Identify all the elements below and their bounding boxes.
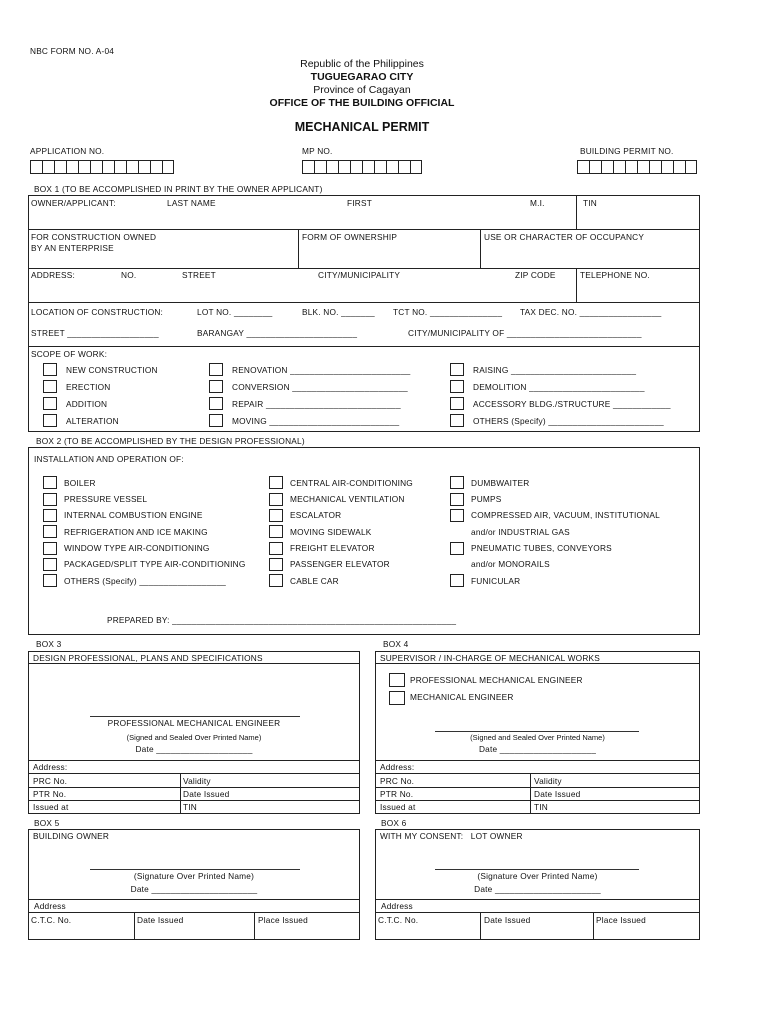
first-name-label: FIRST — [347, 198, 372, 208]
central-aircon-checkbox[interactable] — [269, 476, 283, 489]
building-permit-no-label: BUILDING PERMIT NO. — [580, 146, 674, 156]
tct-no-field[interactable]: TCT NO. _______________ — [393, 307, 503, 317]
box4-date-field[interactable]: Date ____________________ — [478, 744, 597, 754]
middle-initial-label: M.I. — [530, 198, 545, 208]
box6-address-label: Address — [381, 901, 413, 911]
pneumatic-tubes-checkbox[interactable] — [450, 542, 464, 555]
alteration-checkbox[interactable] — [43, 414, 57, 427]
box6-label: BOX 6 — [381, 818, 407, 828]
enterprise-label-2: BY AN ENTERPRISE — [31, 243, 114, 253]
box4-validity-label: Validity — [534, 776, 562, 786]
equipment-label-continued: and/or INDUSTRIAL GAS — [471, 527, 570, 537]
equipment-label: WINDOW TYPE AIR-CONDITIONING — [64, 543, 210, 553]
split-aircon-checkbox[interactable] — [43, 558, 57, 571]
city-of-field[interactable]: CITY/MUNICIPALITY OF ____________________________ — [408, 328, 642, 338]
box4-issued-at-label: Issued at — [380, 802, 416, 812]
moving-sidewalk-checkbox[interactable] — [269, 525, 283, 538]
box4-label: BOX 4 — [383, 639, 409, 649]
renovation-checkbox[interactable] — [209, 363, 223, 376]
box4-tin-label: TIN — [534, 802, 548, 812]
box5-date-issued-label: Date Issued — [137, 915, 184, 925]
conversion-checkbox[interactable] — [209, 380, 223, 393]
telephone-label: TELEPHONE NO. — [580, 270, 650, 280]
accessory-building-checkbox[interactable] — [450, 397, 464, 410]
box4-heading: SUPERVISOR / IN-CHARGE OF MECHANICAL WORKS — [380, 653, 600, 663]
republic-line: Republic of the Philippines — [300, 58, 424, 70]
tin-label: TIN — [583, 198, 597, 208]
prepared-by-field[interactable]: PREPARED BY: ___________________________________________________________ — [107, 615, 457, 625]
addition-checkbox[interactable] — [43, 397, 57, 410]
box3-validity-label: Validity — [183, 776, 211, 786]
equipment-label: PACKAGED/SPLIT TYPE AIR-CONDITIONING — [64, 559, 246, 569]
funicular-checkbox[interactable] — [450, 574, 464, 587]
demolition-checkbox[interactable] — [450, 380, 464, 393]
office-line: OFFICE OF THE BUILDING OFFICIAL — [269, 97, 455, 109]
freight-elevator-checkbox[interactable] — [269, 542, 283, 555]
scope-item-label: OTHERS (Specify) ________________________ — [473, 416, 664, 426]
scope-item-label: ALTERATION — [66, 416, 119, 426]
dumbwaiter-checkbox[interactable] — [450, 476, 464, 489]
scope-of-work-label: SCOPE OF WORK: — [31, 349, 108, 359]
box5-ctc-label: C.T.C. No. — [31, 915, 72, 925]
me-checkbox[interactable] — [389, 691, 405, 705]
box4-address-label: Address: — [380, 762, 415, 772]
box5-signature-line[interactable] — [90, 869, 300, 870]
equipment-label: MECHANICAL VENTILATION — [290, 494, 405, 504]
compressed-air-checkbox[interactable] — [450, 509, 464, 522]
enterprise-label-1: FOR CONSTRUCTION OWNED — [31, 232, 157, 242]
blk-no-field[interactable]: BLK. NO. _______ — [302, 307, 375, 317]
application-no-field[interactable] — [30, 160, 174, 174]
box3-label: BOX 3 — [36, 639, 62, 649]
equipment-label: COMPRESSED AIR, VACUUM, INSTITUTIONAL — [471, 510, 660, 520]
window-aircon-checkbox[interactable] — [43, 542, 57, 555]
equipment-label: OTHERS (Specify) __________________ — [64, 576, 226, 586]
boiler-checkbox[interactable] — [43, 476, 57, 489]
building-permit-no-field[interactable] — [577, 160, 697, 174]
mechanical-ventilation-checkbox[interactable] — [269, 493, 283, 506]
mp-no-label: MP NO. — [302, 146, 333, 156]
escalator-checkbox[interactable] — [269, 509, 283, 522]
location-label: LOCATION OF CONSTRUCTION: — [31, 307, 164, 317]
others-scope-checkbox[interactable] — [450, 414, 464, 427]
box5-heading: BUILDING OWNER — [33, 831, 110, 841]
erection-checkbox[interactable] — [43, 380, 57, 393]
others-equipment-checkbox[interactable] — [43, 574, 57, 587]
scope-item-label: MOVING ___________________________ — [232, 416, 400, 426]
box5-label: BOX 5 — [34, 818, 60, 828]
box6-signature-line[interactable] — [435, 869, 639, 870]
equipment-label: REFRIGERATION AND ICE MAKING — [64, 527, 208, 537]
box5-place-issued-label: Place Issued — [258, 915, 308, 925]
pressure-vessel-checkbox[interactable] — [43, 493, 57, 506]
box5-date-field[interactable]: Date ______________________ — [130, 884, 258, 894]
address-no-label: NO. — [121, 270, 137, 280]
equipment-label: PASSENGER ELEVATOR — [290, 559, 390, 569]
scope-item-label: NEW CONSTRUCTION — [66, 365, 158, 375]
box5-address-label: Address — [34, 901, 66, 911]
new-construction-checkbox[interactable] — [43, 363, 57, 376]
form-of-ownership-label: FORM OF OWNERSHIP — [302, 232, 398, 242]
city-line: TUGUEGARAO CITY — [310, 71, 414, 83]
box4-prc-label: PRC No. — [380, 776, 415, 786]
equipment-label: CENTRAL AIR-CONDITIONING — [290, 478, 413, 488]
lot-no-field[interactable]: LOT NO. ________ — [197, 307, 273, 317]
page-title: MECHANICAL PERMIT — [294, 120, 430, 134]
box2 — [28, 447, 700, 635]
equipment-label: CABLE CAR — [290, 576, 339, 586]
raising-checkbox[interactable] — [450, 363, 464, 376]
scope-item-label: DEMOLITION ________________________ — [473, 382, 645, 392]
cable-car-checkbox[interactable] — [269, 574, 283, 587]
equipment-label: BOILER — [64, 478, 96, 488]
equipment-label: FUNICULAR — [471, 576, 521, 586]
equipment-label: PRESSURE VESSEL — [64, 494, 148, 504]
box6-date-field[interactable]: Date ______________________ — [474, 884, 601, 894]
box5-signature-label: (Signature Over Printed Name) — [133, 871, 255, 881]
box3-prc-label: PRC No. — [33, 776, 68, 786]
box3-ptr-label: PTR No. — [33, 789, 67, 799]
box3-date-issued-label: Date Issued — [183, 789, 230, 799]
box3-tin-label: TIN — [183, 802, 197, 812]
box4-ptr-label: PTR No. — [380, 789, 414, 799]
mp-no-field[interactable] — [302, 160, 422, 174]
use-of-occupancy-label: USE OR CHARACTER OF OCCUPANCY — [484, 232, 645, 242]
equipment-label: DUMBWAITER — [471, 478, 530, 488]
scope-item-label: RAISING __________________________ — [473, 365, 637, 375]
box3-issued-at-label: Issued at — [33, 802, 69, 812]
equipment-label: FREIGHT ELEVATOR — [290, 543, 375, 553]
internal-combustion-checkbox[interactable] — [43, 509, 57, 522]
box4-option-label: PROFESSIONAL MECHANICAL ENGINEER — [410, 675, 583, 685]
box6-date-issued-label: Date Issued — [484, 915, 531, 925]
box4-signed-label: (Signed and Sealed Over Printed Name) — [470, 733, 605, 742]
province-line: Province of Cagayan — [313, 84, 411, 96]
form-number: NBC FORM NO. A-04 — [30, 46, 115, 56]
box3-heading: DESIGN PROFESSIONAL, PLANS AND SPECIFICATIONS — [33, 653, 263, 663]
box3-address-label: Address: — [33, 762, 68, 772]
street-field[interactable]: STREET ___________________ — [31, 328, 159, 338]
scope-item-label: REPAIR ____________________________ — [232, 399, 401, 409]
pumps-checkbox[interactable] — [450, 493, 464, 506]
box1-heading: BOX 1 (TO BE ACCOMPLISHED IN PRINT BY THE OWNER APPLICANT) — [34, 184, 323, 194]
equipment-label: INTERNAL COMBUSTION ENGINE — [64, 510, 203, 520]
box4-date-issued-label: Date Issued — [534, 789, 581, 799]
box3-date-field[interactable]: Date ____________________ — [135, 744, 253, 754]
installation-label: INSTALLATION AND OPERATION OF: — [34, 454, 184, 464]
box6-ctc-label: C.T.C. No. — [378, 915, 419, 925]
equipment-label: PUMPS — [471, 494, 502, 504]
box4-option-label: MECHANICAL ENGINEER — [410, 692, 514, 702]
box3-signature-line[interactable] — [90, 716, 300, 717]
scope-item-label: ERECTION — [66, 382, 111, 392]
address-label: ADDRESS: — [31, 270, 76, 280]
pme-checkbox[interactable] — [389, 673, 405, 687]
barangay-field[interactable]: BARANGAY _______________________ — [197, 328, 358, 338]
scope-item-label: ADDITION — [66, 399, 108, 409]
equipment-label-continued: and/or MONORAILS — [471, 559, 550, 569]
equipment-label: ESCALATOR — [290, 510, 342, 520]
zip-code-label: ZIP CODE — [515, 270, 556, 280]
scope-item-label: CONVERSION ________________________ — [232, 382, 408, 392]
box6-place-issued-label: Place Issued — [596, 915, 646, 925]
address-city-label: CITY/MUNICIPALITY — [318, 270, 401, 280]
equipment-label: MOVING SIDEWALK — [290, 527, 372, 537]
box3-signed-label: (Signed and Sealed Over Printed Name) — [126, 733, 262, 742]
scope-item-label: RENOVATION _________________________ — [232, 365, 411, 375]
box4-signature-line[interactable] — [435, 731, 639, 732]
refrigeration-checkbox[interactable] — [43, 525, 57, 538]
last-name-label: LAST NAME — [167, 198, 216, 208]
scope-item-label: ACCESSORY BLDG./STRUCTURE ____________ — [473, 399, 671, 409]
box6-signature-label: (Signature Over Printed Name) — [477, 871, 598, 881]
passenger-elevator-checkbox[interactable] — [269, 558, 283, 571]
application-no-label: APPLICATION NO. — [30, 146, 105, 156]
repair-checkbox[interactable] — [209, 397, 223, 410]
box2-heading: BOX 2 (TO BE ACCOMPLISHED BY THE DESIGN PROFESSIONAL) — [36, 436, 305, 446]
tax-dec-no-field[interactable]: TAX DEC. NO. _________________ — [520, 307, 662, 317]
equipment-label: PNEUMATIC TUBES, CONVEYORS — [471, 543, 612, 553]
moving-checkbox[interactable] — [209, 414, 223, 427]
address-street-label: STREET — [182, 270, 216, 280]
owner-applicant-label: OWNER/APPLICANT: — [31, 198, 116, 208]
box3-pme-label: PROFESSIONAL MECHANICAL ENGINEER — [107, 718, 281, 728]
box6-heading: WITH MY CONSENT: LOT OWNER — [380, 831, 523, 841]
